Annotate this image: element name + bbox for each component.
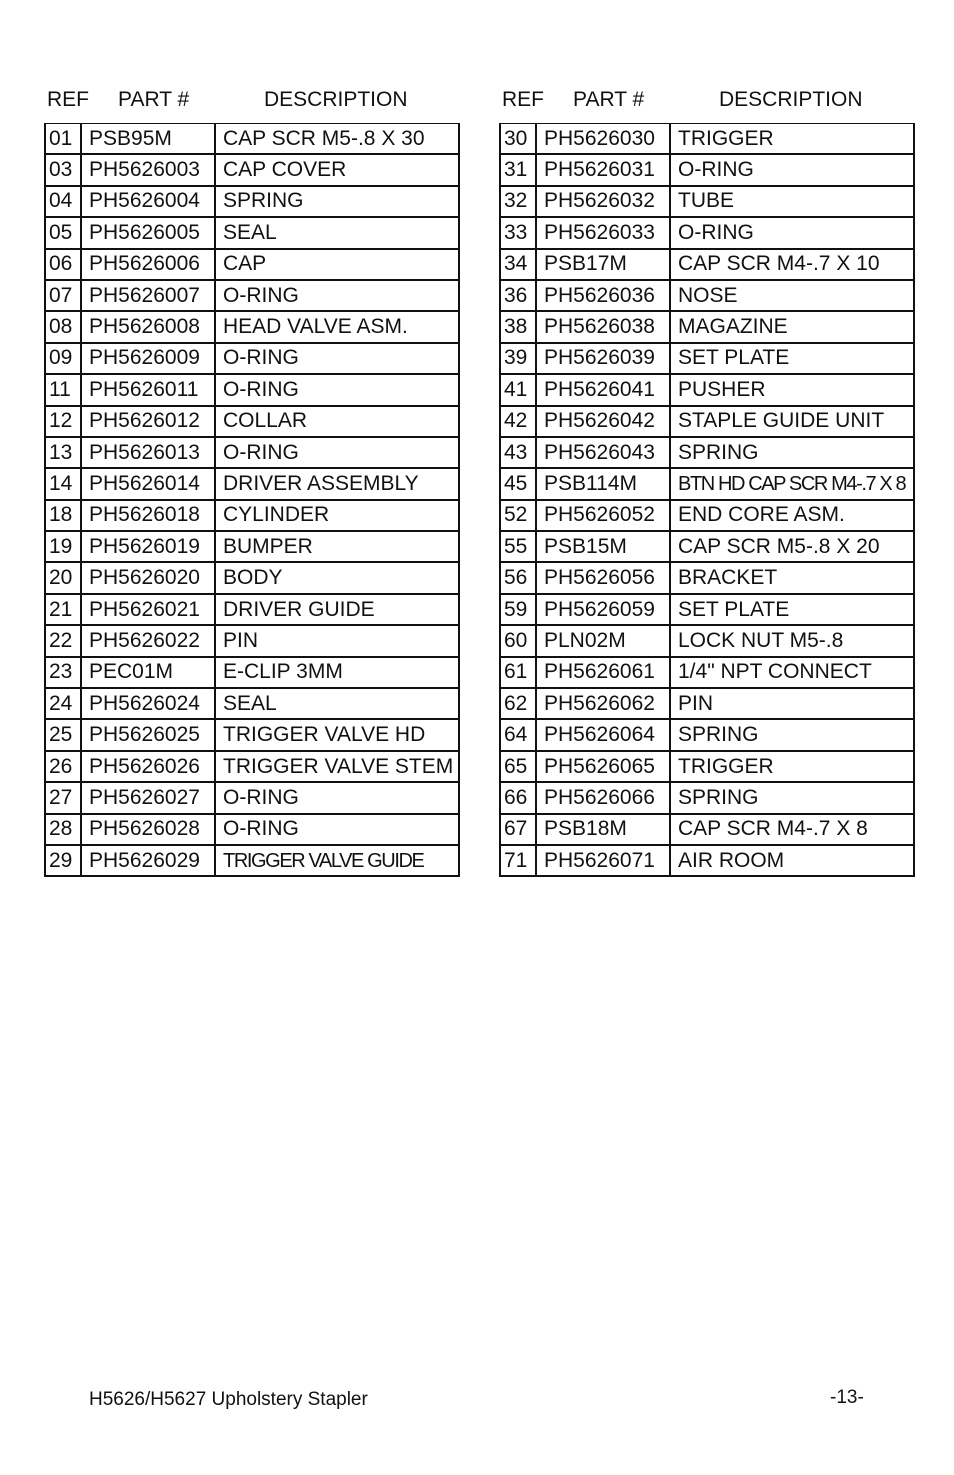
ref-cell: 55 — [500, 531, 536, 562]
description-cell: SET PLATE — [670, 343, 914, 374]
part-number-cell: PLN02M — [536, 625, 670, 656]
part-number-cell: PH5626004 — [81, 186, 215, 217]
table-row — [45, 594, 459, 625]
part-number-cell: PH5626006 — [81, 249, 215, 280]
description-cell: SPRING — [670, 719, 914, 750]
table-row — [45, 124, 459, 155]
part-number-cell: PH5626008 — [81, 311, 215, 342]
part-number-cell: PH5626005 — [81, 217, 215, 248]
description-cell: MAGAZINE — [670, 311, 914, 342]
ref-cell: 14 — [45, 468, 81, 499]
table-row — [500, 217, 914, 248]
table-row — [500, 500, 914, 531]
description-cell: DRIVER ASSEMBLY — [215, 468, 459, 499]
table-row — [500, 782, 914, 813]
description-cell: AIR ROOM — [670, 845, 914, 876]
part-number-cell: PH5626018 — [81, 500, 215, 531]
description-cell: O-RING — [215, 374, 459, 405]
ref-cell: 29 — [45, 845, 81, 876]
ref-cell: 34 — [500, 249, 536, 280]
description-cell: O-RING — [670, 217, 914, 248]
description-cell: LOCK NUT M5-.8 — [670, 625, 914, 656]
table-row — [45, 343, 459, 374]
description-cell: 1/4" NPT CONNECT — [670, 657, 914, 688]
ref-cell: 41 — [500, 374, 536, 405]
description-cell: TRIGGER VALVE HD — [215, 719, 459, 750]
ref-cell: 39 — [500, 343, 536, 374]
ref-cell: 52 — [500, 500, 536, 531]
description-cell: BODY — [215, 562, 459, 593]
description-cell: O-RING — [215, 782, 459, 813]
part-number-cell: PH5626003 — [81, 154, 215, 185]
part-number-cell: PSB95M — [81, 124, 215, 155]
part-number-cell: PSB17M — [536, 249, 670, 280]
description-cell: CAP COVER — [215, 154, 459, 185]
part-number-cell: PH5626025 — [81, 719, 215, 750]
part-number-cell: PH5626064 — [536, 719, 670, 750]
description-cell: TRIGGER VALVE STEM — [215, 751, 459, 782]
description-cell: CAP SCR M4-.7 X 8 — [670, 814, 914, 845]
description-cell: END CORE ASM. — [670, 500, 914, 531]
table-row — [500, 406, 914, 437]
description-cell: COLLAR — [215, 406, 459, 437]
part-number-cell: PH5626027 — [81, 782, 215, 813]
ref-cell: 07 — [45, 280, 81, 311]
description-cell: PIN — [670, 688, 914, 719]
ref-cell: 23 — [45, 657, 81, 688]
ref-cell: 13 — [45, 437, 81, 468]
table-row — [45, 406, 459, 437]
part-number-cell: PH5626052 — [536, 500, 670, 531]
part-number-cell: PH5626066 — [536, 782, 670, 813]
ref-cell: 20 — [45, 562, 81, 593]
table-row — [45, 814, 459, 845]
description-cell: SEAL — [215, 217, 459, 248]
table-row — [500, 154, 914, 185]
part-number-cell: PH5626061 — [536, 657, 670, 688]
table-row — [45, 657, 459, 688]
ref-cell: 05 — [45, 217, 81, 248]
table-row — [500, 688, 914, 719]
table-row — [500, 311, 914, 342]
parts-table-right — [499, 123, 915, 877]
table-row — [45, 468, 459, 499]
description-cell: CAP SCR M5-.8 X 20 — [670, 531, 914, 562]
part-number-cell: PSB114M — [536, 468, 670, 499]
table-row — [500, 845, 914, 876]
ref-cell: 71 — [500, 845, 536, 876]
left-header-description: DESCRIPTION — [264, 88, 408, 111]
part-number-cell: PH5626029 — [81, 845, 215, 876]
description-cell: HEAD VALVE ASM. — [215, 311, 459, 342]
part-number-cell: PH5626020 — [81, 562, 215, 593]
table-row — [500, 814, 914, 845]
part-number-cell: PH5626007 — [81, 280, 215, 311]
ref-cell: 32 — [500, 186, 536, 217]
description-cell: PIN — [215, 625, 459, 656]
right-header-part: PART # — [573, 88, 645, 111]
ref-cell: 03 — [45, 154, 81, 185]
table-row — [500, 343, 914, 374]
ref-cell: 04 — [45, 186, 81, 217]
ref-cell: 43 — [500, 437, 536, 468]
table-row — [500, 719, 914, 750]
ref-cell: 64 — [500, 719, 536, 750]
description-cell: O-RING — [670, 154, 914, 185]
parts-table-left — [44, 123, 460, 877]
part-number-cell: PH5626009 — [81, 343, 215, 374]
description-cell: CAP — [215, 249, 459, 280]
part-number-cell: PH5626028 — [81, 814, 215, 845]
description-cell: TRIGGER — [670, 124, 914, 155]
part-number-cell: PH5626014 — [81, 468, 215, 499]
ref-cell: 45 — [500, 468, 536, 499]
ref-cell: 26 — [45, 751, 81, 782]
part-number-cell: PH5626056 — [536, 562, 670, 593]
part-number-cell: PH5626065 — [536, 751, 670, 782]
table-row — [500, 437, 914, 468]
description-cell: SET PLATE — [670, 594, 914, 625]
table-row — [500, 531, 914, 562]
ref-cell: 36 — [500, 280, 536, 311]
left-header-part: PART # — [118, 88, 190, 111]
part-number-cell: PH5626041 — [536, 374, 670, 405]
description-cell: TRIGGER VALVE GUIDE — [215, 845, 459, 876]
table-row — [45, 500, 459, 531]
description-cell: O-RING — [215, 343, 459, 374]
ref-cell: 06 — [45, 249, 81, 280]
ref-cell: 25 — [45, 719, 81, 750]
ref-cell: 09 — [45, 343, 81, 374]
table-row — [45, 845, 459, 876]
description-cell: E-CLIP 3MM — [215, 657, 459, 688]
description-cell: NOSE — [670, 280, 914, 311]
part-number-cell: PH5626031 — [536, 154, 670, 185]
description-cell: CAP SCR M4-.7 X 10 — [670, 249, 914, 280]
table-row — [500, 562, 914, 593]
ref-cell: 27 — [45, 782, 81, 813]
ref-cell: 24 — [45, 688, 81, 719]
table-row — [500, 374, 914, 405]
description-cell: O-RING — [215, 814, 459, 845]
ref-cell: 11 — [45, 374, 81, 405]
table-row — [500, 594, 914, 625]
description-cell: O-RING — [215, 437, 459, 468]
table-row — [45, 311, 459, 342]
table-row — [45, 374, 459, 405]
description-cell: SPRING — [215, 186, 459, 217]
ref-cell: 18 — [45, 500, 81, 531]
ref-cell: 56 — [500, 562, 536, 593]
ref-cell: 67 — [500, 814, 536, 845]
part-number-cell: PH5626030 — [536, 124, 670, 155]
part-number-cell: PH5626011 — [81, 374, 215, 405]
table-row — [45, 562, 459, 593]
description-cell: TRIGGER — [670, 751, 914, 782]
table-row — [45, 217, 459, 248]
table-row — [500, 124, 914, 155]
part-number-cell: PH5626036 — [536, 280, 670, 311]
table-row — [45, 531, 459, 562]
table-row — [500, 186, 914, 217]
ref-cell: 61 — [500, 657, 536, 688]
part-number-cell: PH5626021 — [81, 594, 215, 625]
description-cell: STAPLE GUIDE UNIT — [670, 406, 914, 437]
part-number-cell: PH5626043 — [536, 437, 670, 468]
part-number-cell: PH5626012 — [81, 406, 215, 437]
part-number-cell: PH5626039 — [536, 343, 670, 374]
ref-cell: 38 — [500, 311, 536, 342]
table-row — [45, 249, 459, 280]
table-row — [45, 625, 459, 656]
table-row — [500, 751, 914, 782]
description-cell: SPRING — [670, 437, 914, 468]
description-cell: SPRING — [670, 782, 914, 813]
page-number: -13- — [830, 1387, 864, 1408]
table-row — [45, 688, 459, 719]
ref-cell: 60 — [500, 625, 536, 656]
ref-cell: 08 — [45, 311, 81, 342]
part-number-cell: PH5626019 — [81, 531, 215, 562]
ref-cell: 30 — [500, 124, 536, 155]
part-number-cell: PH5626032 — [536, 186, 670, 217]
description-cell: SEAL — [215, 688, 459, 719]
table-row — [45, 186, 459, 217]
table-row — [500, 625, 914, 656]
part-number-cell: PSB15M — [536, 531, 670, 562]
part-number-cell: PH5626042 — [536, 406, 670, 437]
left-header-ref: REF — [47, 88, 89, 111]
part-number-cell: PH5626071 — [536, 845, 670, 876]
ref-cell: 33 — [500, 217, 536, 248]
table-row — [45, 751, 459, 782]
table-row — [45, 154, 459, 185]
description-cell: CYLINDER — [215, 500, 459, 531]
ref-cell: 28 — [45, 814, 81, 845]
description-cell: PUSHER — [670, 374, 914, 405]
table-row — [45, 437, 459, 468]
ref-cell: 19 — [45, 531, 81, 562]
right-header-ref: REF — [502, 88, 544, 111]
part-number-cell: PH5626059 — [536, 594, 670, 625]
table-row — [45, 719, 459, 750]
ref-cell: 62 — [500, 688, 536, 719]
ref-cell: 21 — [45, 594, 81, 625]
ref-cell: 01 — [45, 124, 81, 155]
ref-cell: 42 — [500, 406, 536, 437]
footer-title: H5626/H5627 Upholstery Stapler — [89, 1389, 368, 1410]
description-cell: CAP SCR M5-.8 X 30 — [215, 124, 459, 155]
description-cell: BRACKET — [670, 562, 914, 593]
ref-cell: 66 — [500, 782, 536, 813]
part-number-cell: PH5626024 — [81, 688, 215, 719]
part-number-cell: PH5626022 — [81, 625, 215, 656]
part-number-cell: PSB18M — [536, 814, 670, 845]
description-cell: BTN HD CAP SCR M4-.7 X 8 — [670, 468, 914, 499]
ref-cell: 59 — [500, 594, 536, 625]
ref-cell: 12 — [45, 406, 81, 437]
part-number-cell: PH5626013 — [81, 437, 215, 468]
part-number-cell: PEC01M — [81, 657, 215, 688]
description-cell: O-RING — [215, 280, 459, 311]
part-number-cell: PH5626026 — [81, 751, 215, 782]
description-cell: BUMPER — [215, 531, 459, 562]
right-header-description: DESCRIPTION — [719, 88, 863, 111]
part-number-cell: PH5626038 — [536, 311, 670, 342]
part-number-cell: PH5626062 — [536, 688, 670, 719]
table-row — [500, 249, 914, 280]
table-row — [500, 280, 914, 311]
description-cell: DRIVER GUIDE — [215, 594, 459, 625]
part-number-cell: PH5626033 — [536, 217, 670, 248]
description-cell: TUBE — [670, 186, 914, 217]
table-row — [500, 657, 914, 688]
ref-cell: 65 — [500, 751, 536, 782]
ref-cell: 31 — [500, 154, 536, 185]
ref-cell: 22 — [45, 625, 81, 656]
table-row — [500, 468, 914, 499]
table-row — [45, 280, 459, 311]
table-row — [45, 782, 459, 813]
